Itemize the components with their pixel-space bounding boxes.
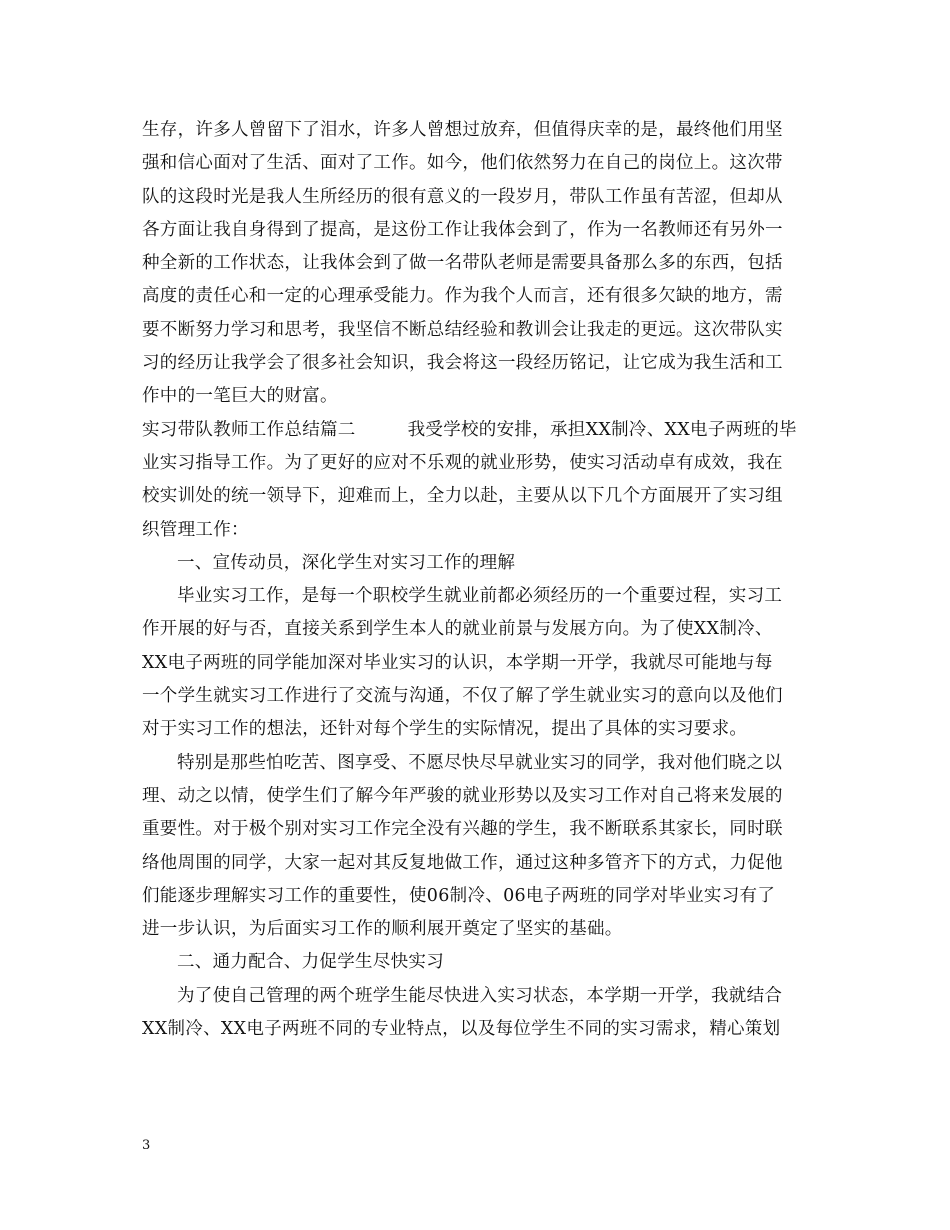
text-line: 业实习指导工作。为了更好的应对不乐观的就业形势，使实习活动卓有成效，我在: [142, 452, 783, 473]
section-title-line: [142, 414, 814, 447]
text-line: 生存，许多人曾留下了泪水，许多人曾想过放弃，但值得庆幸的是，最终他们用坚: [142, 120, 783, 140]
text-line: 毕业实习工作，是每一个职校学生就业前都必须经历的一个重要过程，实习工: [177, 586, 783, 607]
text-line: 特别是那些怕吃苦、图享受、不愿尽快尽早就业实习的同学，我对他们晓之以: [177, 752, 783, 773]
text-line: 作中的一笔巨大的财富。: [142, 386, 338, 407]
body-text: [142, 114, 814, 1046]
text-line: 理、动之以情，使学生们了解今年严骏的就业形势以及实习工作对自己将来发展的: [142, 785, 783, 806]
text-line: 进一步认识，为后面实习工作的顺利展开奠定了坚实的基础。: [142, 919, 623, 940]
text-line: 重要性。对于极个别对实习工作完全没有兴趣的学生，我不断联系其家长，同时联: [142, 819, 783, 840]
text-line: 为了使自己管理的两个班学生能尽快进入实习状态，本学期一开学，我就结合: [177, 985, 783, 1006]
text-line: 对于实习工作的想法，还针对每个学生的实际情况，提出了具体的实习要求。: [142, 719, 748, 740]
text-line: 作开展的好与否，直接关系到学生本人的就业前景与发展方向。为了使XX制冷、: [142, 619, 773, 640]
text-line: XX制冷、XX电子两班不同的专业特点，以及每位学生不同的实习需求，精心策划: [142, 1019, 781, 1040]
text-line: 强和信心面对了生活、面对了工作。如今，他们依然努力在自己的岗位上。这次带: [142, 153, 783, 174]
text-line: 要不断努力学习和思考，我坚信不断总结经验和教训会让我走的更远。这次带队实: [142, 319, 783, 340]
text-line: 一个学生就实习工作进行了交流与沟通，不仅了解了学生就业实习的意向以及他们: [142, 686, 783, 707]
section-heading-1: 一、宣传动员，深化学生对实习工作的理解: [177, 552, 516, 573]
text-line: XX电子两班的同学能加深对毕业实习的认识，本学期一开学，我就尽可能地与每: [142, 652, 773, 673]
text-line: 校实训处的统一领导下，迎难而上，全力以赴，主要从以下几个方面展开了实习组: [142, 486, 783, 507]
text-line: 织管理工作：: [142, 519, 249, 540]
section-title: 实习带队教师工作总结篇二: [142, 419, 356, 440]
page-number: 3: [142, 1138, 151, 1153]
text-line: 高度的责任心和一定的心理承受能力。作为我个人而言，还有很多欠缺的地方，需: [142, 286, 783, 307]
text-line: 各方面让我自身得到了提高，是这份工作让我体会到了，作为一名教师还有另外一: [142, 219, 783, 240]
section-intro-first: 我受学校的安排，承担XX制冷、XX电子两班的毕: [407, 419, 797, 440]
section-heading-2: 二、通力配合、力促学生尽快实习: [177, 952, 444, 973]
text-line: 种全新的工作状态，让我体会到了做一名带队老师是需要具备那么多的东西，包括: [142, 253, 783, 274]
text-line: 习的经历让我学会了很多社会知识，我会将这一段经历铭记，让它成为我生活和工: [142, 353, 783, 374]
text-line: 们能逐步理解实习工作的重要性，使06制冷、06电子两班的同学对毕业实习有了: [142, 885, 776, 906]
text-line: 队的这段时光是我人生所经历的很有意义的一段岁月，带队工作虽有苦涩，但却从: [142, 186, 783, 207]
text-line: 络他周围的同学，大家一起对其反复地做工作，通过这种多管齐下的方式，力促他: [142, 852, 783, 873]
